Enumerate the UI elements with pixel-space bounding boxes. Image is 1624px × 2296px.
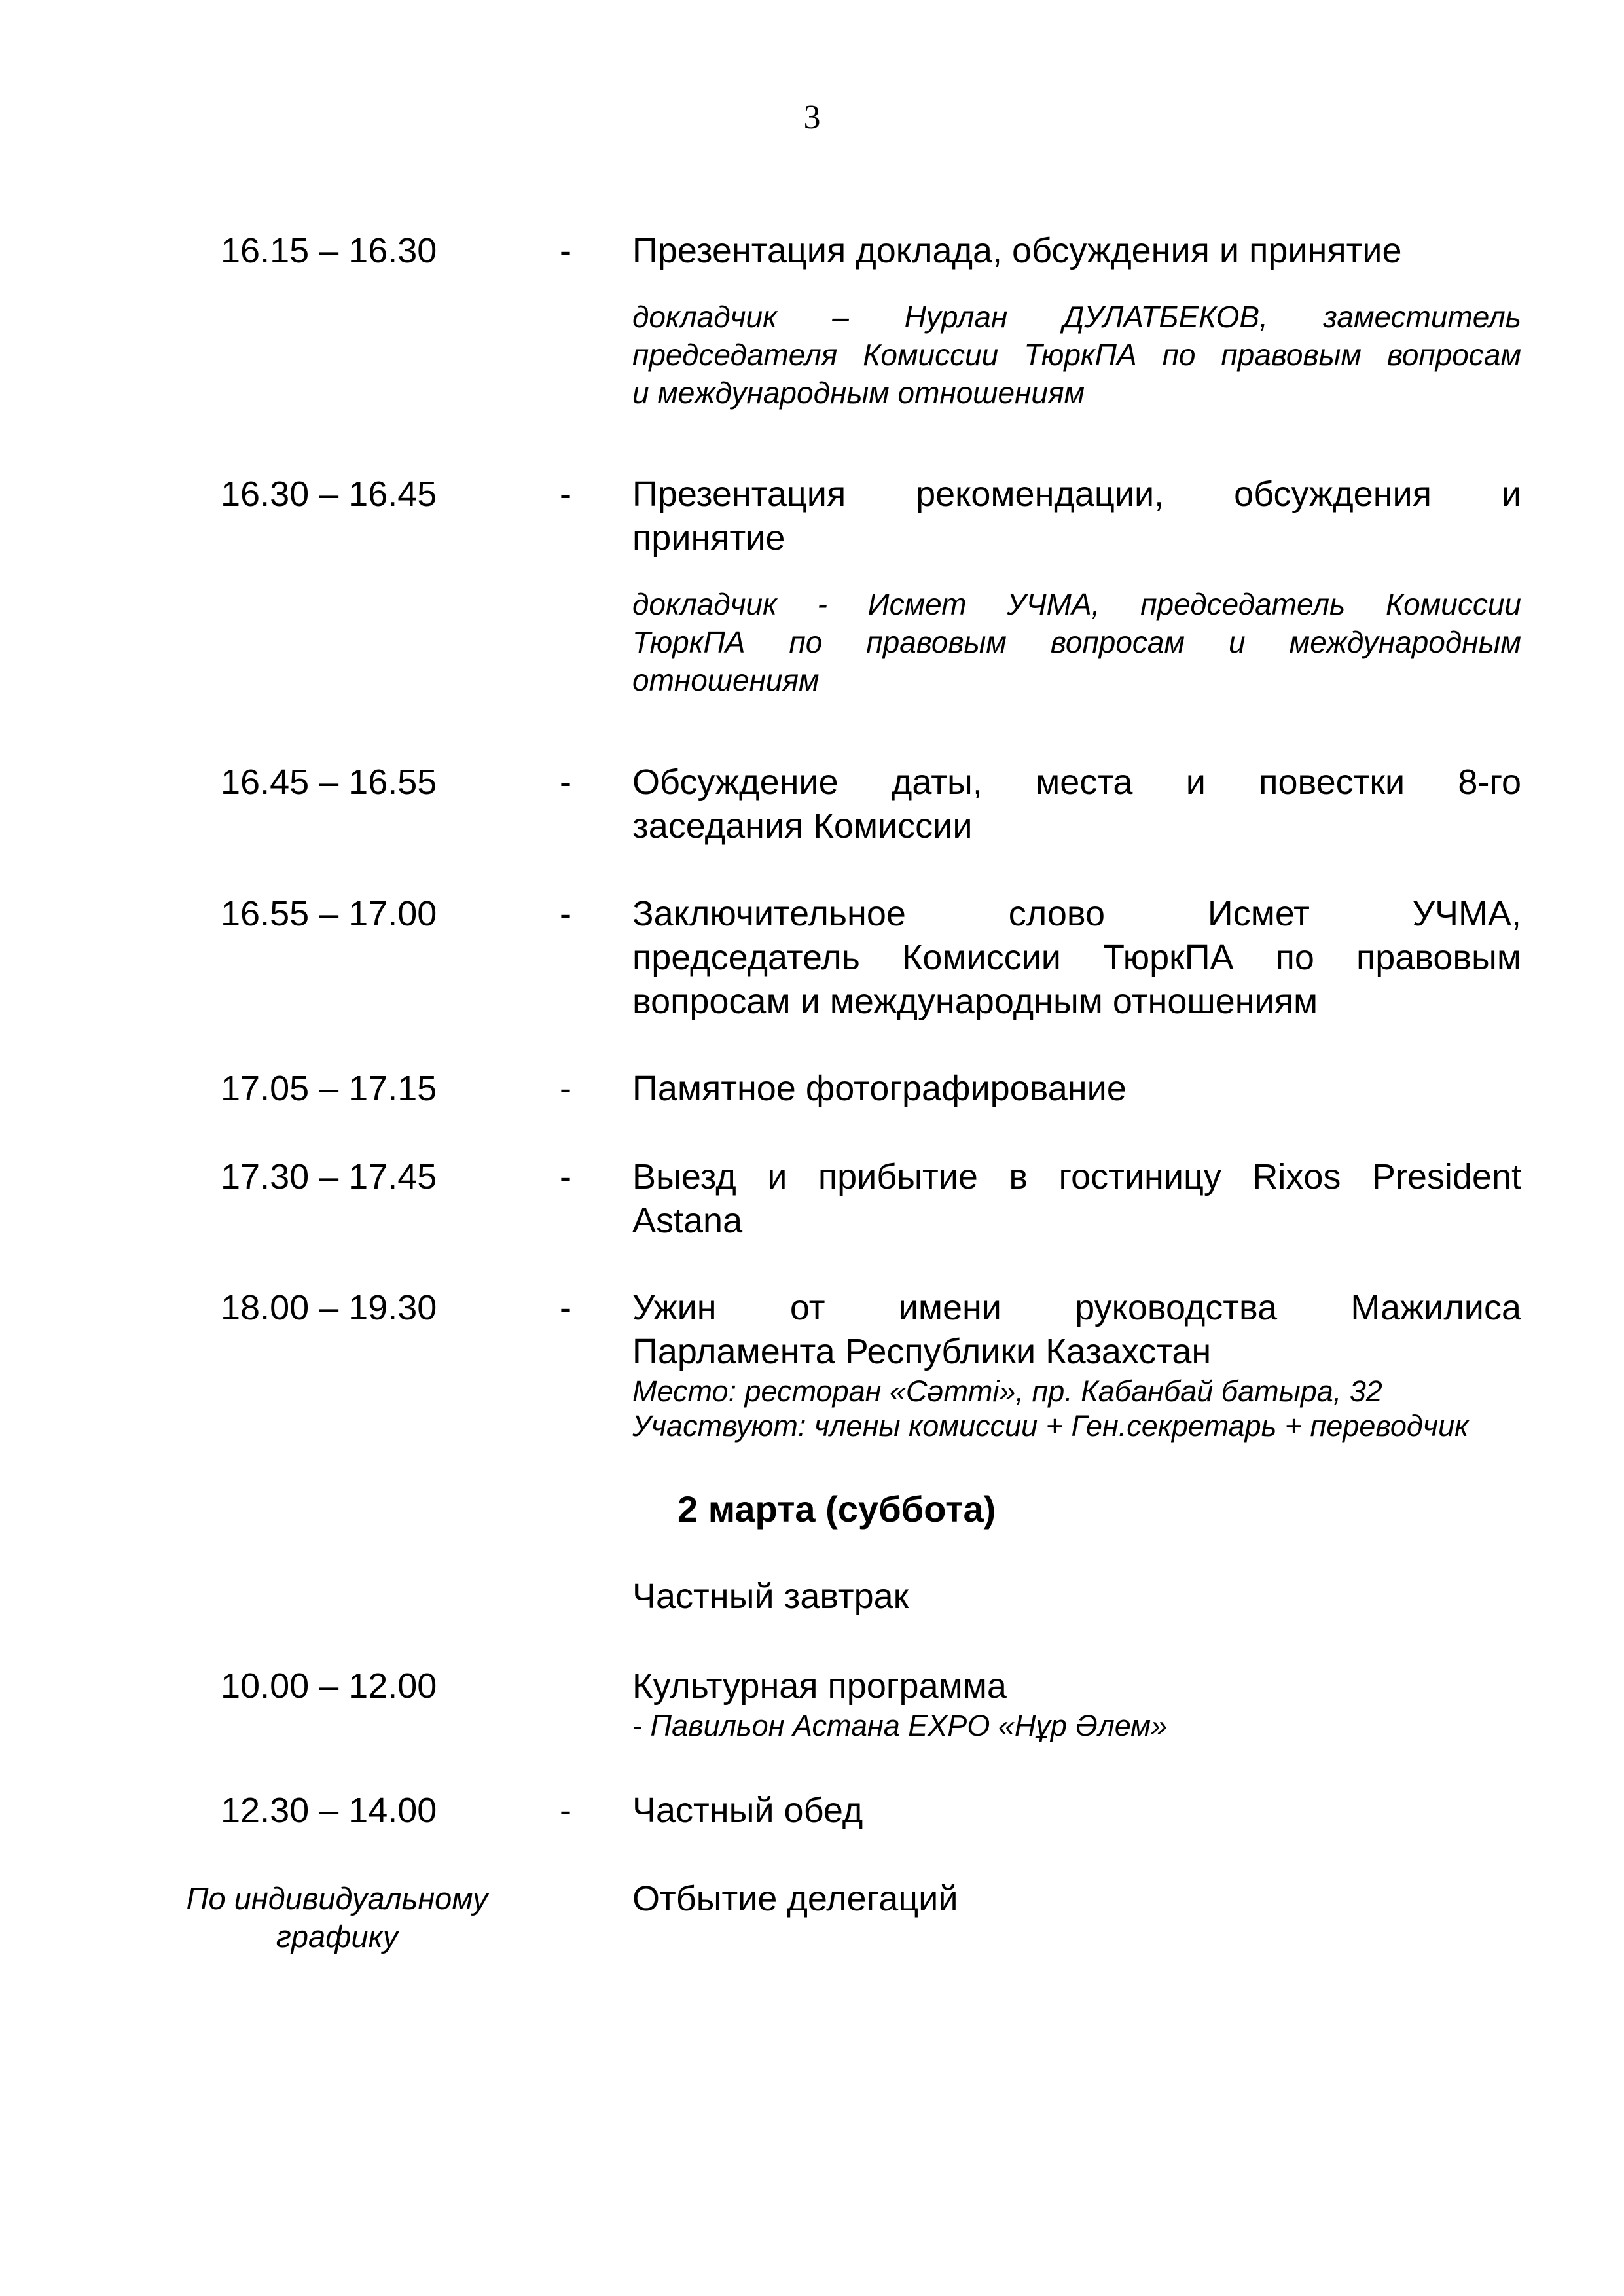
agenda-item [632,1575,1521,1619]
time-note-line: графику [276,1919,399,1954]
agenda-title [632,761,1521,848]
speaker-note [632,298,1521,412]
time-slot: 16.30 – 16.45 [221,475,437,514]
agenda-title [632,892,1521,1024]
participants-note: Участвуют: члены комиссии + Ген.секретарь + переводчик [632,1409,1469,1443]
dash: - [560,231,571,270]
time-note [164,1880,511,1956]
agenda-item [632,761,1521,848]
agenda-title [632,473,1521,560]
time-slot: 16.15 – 16.30 [221,231,437,270]
speaker-line: докладчик - Исмет УЧМА, председатель Комиссии [632,587,1521,621]
speaker-line: отношениям [632,663,820,697]
agenda-item [632,1067,1521,1111]
dash: - [560,762,571,802]
agenda-title: Частный завтрак [632,1577,909,1616]
dash: - [560,1157,571,1196]
agenda-title-line: Парламента Республики Казахстан [632,1332,1212,1371]
time-slot: 18.00 – 19.30 [221,1288,437,1327]
agenda-title-line: Презентация рекомендации, обсуждения и [632,475,1521,514]
agenda-item [632,473,1521,699]
dash: - [560,1069,571,1108]
speaker-line: докладчик – Нурлан ДУЛАТБЕКОВ, заместитель [632,300,1521,334]
agenda-item [632,1155,1521,1243]
agenda-title-line: Ужин от имени руководства Мажилиса [632,1288,1521,1327]
speaker-line: председателя Комиссии ТюркПА по правовым вопросам [632,338,1521,372]
agenda-title-line: Astana [632,1201,743,1240]
agenda-title-line: Заключительное слово Исмет УЧМА, [632,894,1521,933]
time-slot: 17.05 – 17.15 [221,1069,437,1108]
time-slot: 10.00 – 12.00 [221,1666,437,1706]
time-slot: 16.55 – 17.00 [221,894,437,933]
speaker-line: и международным отношениям [632,376,1085,410]
agenda-item [632,892,1521,1024]
speaker-note [632,585,1521,699]
agenda-title [632,1155,1521,1243]
agenda-item [632,229,1521,412]
page-number: 3 [803,99,821,136]
agenda-title-line: Обсуждение даты, места и повестки 8-го [632,762,1521,802]
agenda-title: Частный обед [632,1791,863,1830]
speaker-line: ТюркПА по правовым вопросам и международным [632,625,1521,659]
agenda-item [632,1286,1521,1443]
agenda-title-line: заседания Комиссии [632,806,973,846]
dash: - [560,894,571,933]
dash: - [560,1288,571,1327]
agenda-title: Отбытие делегаций [632,1879,958,1918]
agenda-title-line: вопросам и международным отношениям [632,982,1318,1021]
time-slot: 16.45 – 16.55 [221,762,437,802]
venue-note: Место: ресторан «Сәтті», пр. Кабанбай батыра, 32 [632,1374,1382,1408]
agenda-item [632,1877,1521,1921]
time-slot: 17.30 – 17.45 [221,1157,437,1196]
time-note-line: По индивидуальному [186,1881,488,1916]
agenda-item [632,1664,1521,1743]
agenda-title-line: Выезд и прибытие в гостиницу Rixos President [632,1157,1521,1196]
location-note: - Павильон Астана EXPO «Нұр Әлем» [632,1709,1168,1742]
dash: - [560,1791,571,1830]
agenda-title: Презентация доклада, обсуждения и принятие [632,231,1402,270]
day-heading: 2 марта (суббота) [677,1488,996,1530]
agenda-title: Памятное фотографирование [632,1069,1127,1108]
agenda-title: Культурная программа [632,1666,1007,1706]
agenda-title [632,1286,1521,1374]
dash: - [560,475,571,514]
time-slot: 12.30 – 14.00 [221,1791,437,1830]
agenda-title-line: принятие [632,518,785,558]
agenda-title-line: председатель Комиссии ТюркПА по правовым [632,938,1521,977]
agenda-item [632,1789,1521,1833]
